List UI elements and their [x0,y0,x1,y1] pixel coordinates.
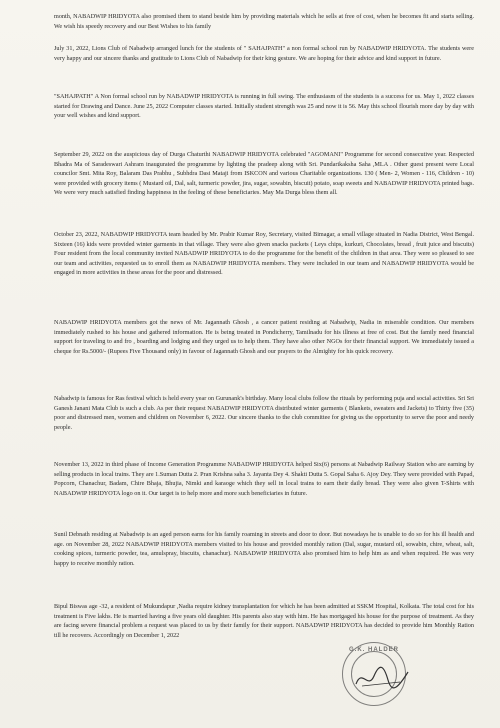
paragraph-5: October 23, 2022, NABADWIP HRIDYOTA team headed by Mr. Prabir Kumar Roy, Secretary, visited Bimagar, a small village situated in Nadia District, West Bengal. Sixteen (16) kids were provided winter garments in that village. They were also given snacks packets ( Leys chips, kurkuri, Chocolates, bread , fruit juice and biscuits) Four resident from the local community invited NABADWIP HRIDYOTA to do the programme for the benefit of the children in that area. They were so pleased to see our team and activities, requested us to enroll them as NABADWIP HRIDYOTA members. They were included in our team and NABADWIP HRIDYOTA would be engaged in more activities in these areas for the poor and distressed. [54,231,474,277]
seal-text: G.K. HALDER [349,647,399,653]
paragraph-3: "SAHAJPATH" A Non formal school run by NABADWIP HRIDYOTA is running in full swing. The enthusiasm of the students is a success for us. May 1, 2022 classes started for Drawing and Dance. June 25, 2022 Computer classes started. Initially student strength was 25 and now it is 56. May this school flourish more day by day with your well wishes and kind support. [54,93,474,120]
paragraph-6: NABADWIP HRIDYOTA members got the news of Mr. Jagannath Ghosh , a cancer patient residing at Nabadwip, Nadia in miserable condition. Our members immediately rushed to his house and gathered information. He is being treated in Pondicherry, Tamilnadu for his illness at free of cost. But the family need financial support for traveling to and fro , boarding and lodging and they urged us to help them. They have also other NGOs for their financial support. We immediately issued a cheque for Rs.5000/- (Rupees Five Thousand only) in favour of Jagannath Ghosh and our prayers to the Almighty for his quick recovery. [54,319,474,355]
paragraph-7: Nabadwip is famous for Ras festival which is held every year on Gurunank's birthday. Many local clubs follow the rituals by performing puja and social activities. Sri Sri Ganesh Janani Mata Club is such a club. As per their request NABADWIP HRIDYOTA distributed winter garments ( Blankets, sweaters and Jackets) to Thirty five (35) poor and distressed men, women and children on November 6, 2022. Our sincere thanks to the club committee for giving us the opportunity to serve the poor and needy people. [54,395,474,431]
paragraph-2: July 31, 2022, Lions Club of Nabadwip arranged lunch for the students of " SAHAJPATH" a non formal school run by NABADWIP HRIDYOTA. The students were very happy and our sincere thanks and gratitude to Lions Club of Nabadwip for their king gesture. We are hoping for their advice and kind support in future. [54,45,474,62]
paragraph-1: month, NABADWIP HRIDYOTA also promised them to stand beside him by providing materials which he sells at free of cost, when he becomes fit and starts selling. We wish his speedy recovery and our Best Wishes to his family [54,13,474,30]
signature-icon [352,662,412,692]
paragraph-10: Bipul Biswas age -32, a resident of Mukundapur ,Nadia require kidney transplantation for which he has been admitted at SSKM Hospital, Kolkata. The total cost for his treatment is Five lakhs. He is married having a five years old daughter. His parents also stay with him. He has mortgaged his house for the purpose of treatment. As they are facing severe financial problem a request was placed to us by their family for their support. NABADWIP HRIDYOTA has decided to provide him Monthly Ration till he recovers. Accordingly on December 1, 2022 [54,603,474,639]
paragraph-9: Sunil Debnath residing at Nabadwip is an aged person earns for his family roaming in streets and door to door. But nowadays he is unable to do so for his ill health and age. on November 28, 2022 NABADWIP HRIDYOTA members visited to his house and provided monthly ration (Dal, sugar, mustard oil, sowabin, chire, wheat, salt, cooking spices, turmeric powder, tea, amulspray, biscuits, chanachur). NABADWIP HRIDYOTA also promised him to help him as and when required. He was very happy to receive monthly ration. [54,531,474,567]
paragraph-4: September 29, 2022 on the auspicious day of Durga Chaturthi NABADWIP HRIDYOTA celebrated "AGOMANI" Programme for second consecutive year. Respected Bhadra Ma of Saradeswari Ashram inaugurated the programme by lighting the pradeep along with Sri. Pundarikaksha Saha ,MLA . Other guest present were Local councilor Smt. Mita Roy, Balaram Das Prabhu , Subhdra Dasi Mataji from ISKCON and various Charitable organizations. 130 ( Men- 2, Women - 116, Children - 10) were provided with grocery items ( Mustard oil, Dal, salt, turmeric powder, jira, sugar, sowabin, biscuit) potato, soap sweets and NABADWIP HRIDYOTA printed bags. We were very much satisfied finding happiness in the feeling of these beneficiaries. May Ma Durga bless them all. [54,151,474,197]
paragraph-8: November 13, 2022 in third phase of Income Generation Programme NABADWIP HRIDYOTA helped Six(6) persons at Nabadwip Railway Station who are earning by selling products in local trains. They are 1.Suman Dutta 2. Pran Krishna saha 3. Jayanta Dey 4. Shakti Dutta 5. Gopal Saha 6. Ajoy Dey. They were provided with Papad, Popcorn, Chanachur, Badam, Chire Bhaja, Bhujia, Nimki and karaoge which they sell in local trains to earn their daily bread. They were also given T-Shirts with NABADWIP HRIDYOTA logo on it. Our target is to help more and more such beneficiaries in future. [54,461,474,497]
